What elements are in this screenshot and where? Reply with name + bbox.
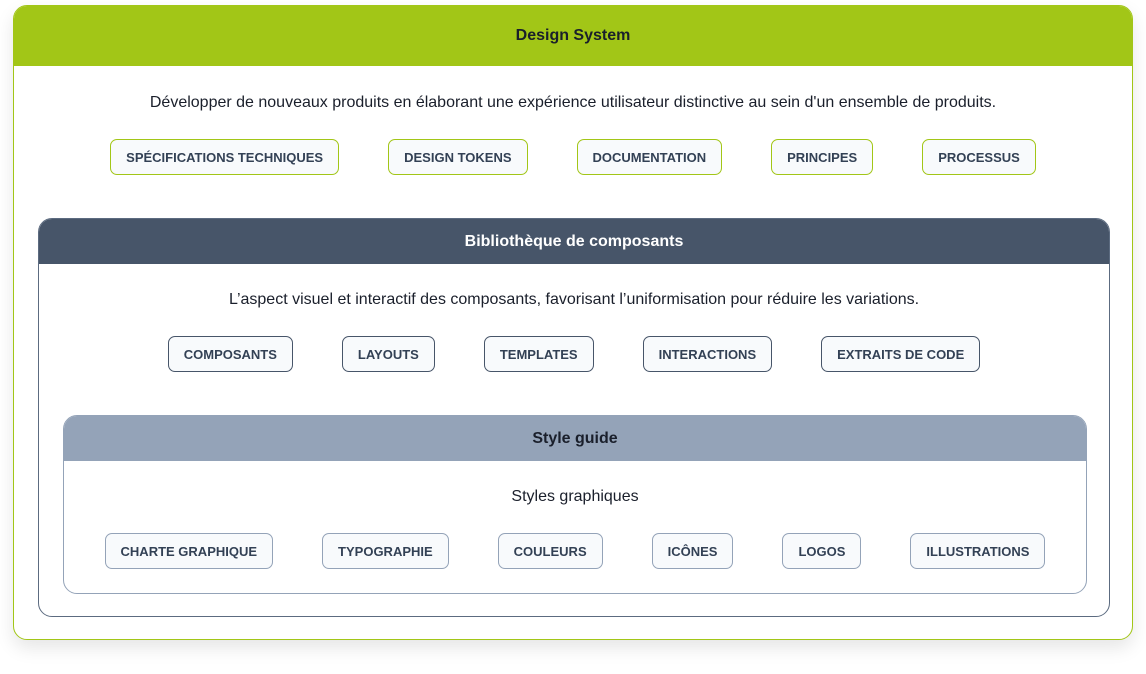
item-layouts[interactable]: LAYOUTS <box>342 336 435 372</box>
item-principes[interactable]: PRINCIPES <box>771 139 873 175</box>
item-icones[interactable]: ICÔNES <box>652 533 734 569</box>
component-library-card <box>38 218 1110 617</box>
component-library-description: L’aspect visuel et interactif des composants, favorisant l’uniformisation pour réduire les variations. <box>228 291 920 308</box>
design-system-items <box>14 139 1132 175</box>
item-couleurs[interactable]: COULEURS <box>498 533 603 569</box>
style-guide-card <box>63 415 1087 594</box>
item-design-tokens[interactable]: DESIGN TOKENS <box>388 139 527 175</box>
item-extraits-de-code[interactable]: EXTRAITS DE CODE <box>821 336 980 372</box>
item-templates[interactable]: TEMPLATES <box>484 336 594 372</box>
design-system-title: Design System <box>14 6 1132 66</box>
style-guide-items <box>64 533 1086 569</box>
component-library-title: Bibliothèque de composants <box>39 219 1109 264</box>
item-illustrations[interactable]: ILLUSTRATIONS <box>910 533 1045 569</box>
item-logos[interactable]: LOGOS <box>782 533 861 569</box>
item-specifications-techniques[interactable]: SPÉCIFICATIONS TECHNIQUES <box>110 139 339 175</box>
component-library-items <box>39 336 1109 372</box>
item-interactions[interactable]: INTERACTIONS <box>643 336 773 372</box>
item-processus[interactable]: PROCESSUS <box>922 139 1036 175</box>
item-documentation[interactable]: DOCUMENTATION <box>577 139 723 175</box>
item-composants[interactable]: COMPOSANTS <box>168 336 293 372</box>
style-guide-title: Style guide <box>64 416 1086 461</box>
design-system-card <box>13 5 1133 640</box>
design-system-description: Développer de nouveaux produits en élaborant une expérience utilisateur distinctive au sein d'un ensemble de produits. <box>149 94 997 111</box>
item-typographie[interactable]: TYPOGRAPHIE <box>322 533 449 569</box>
item-charte-graphique[interactable]: CHARTE GRAPHIQUE <box>105 533 274 569</box>
style-guide-description: Styles graphiques <box>511 488 639 505</box>
